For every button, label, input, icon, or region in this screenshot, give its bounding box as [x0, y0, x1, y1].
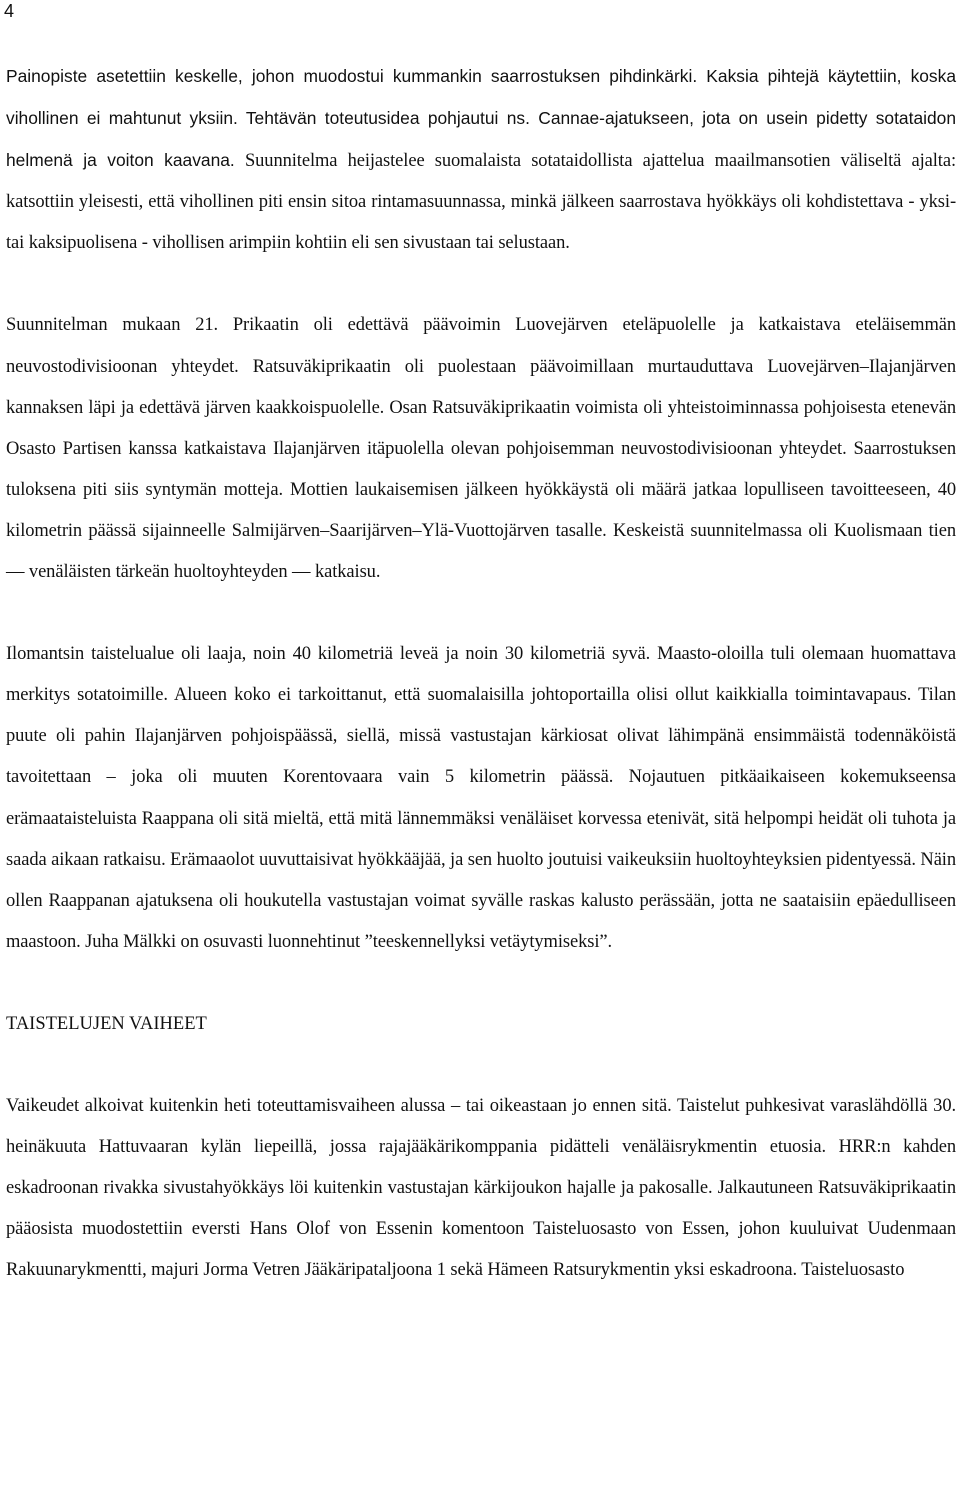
paragraph-gap: [6, 593, 956, 634]
paragraph-gap: [6, 963, 956, 1004]
paragraph-gap: [6, 264, 956, 305]
paragraph-plan-overview-serif-segment: Suunnitelma heijastelee suomalaista sotataidollista ajattelua maailmansotien väliseltä ajalta: katsottiin yleisesti, että vihollinen piti ensin sitoa rintamasuunnassa, minkä jälkeen saarrostava hyökkäys oli kohdistettava - yksi- tai kaksipuolisena - vihollisen arimpiin kohtiin eli sen sivustaan tai selustaan.: [6, 151, 956, 254]
paragraph-battle-phases: Vaikeudet alkoivat kuitenkin heti toteuttamisvaiheen alussa – tai oikeastaan jo ennen sitä. Taistelut puhkesivat varaslähdöllä 30. heinäkuuta Hattuvaaran kylän liepeillä, jossa rajajääkärikomppania pidätteli venäläisrykmentin etuosia. HRR:n kahden eskadroonan rivakka sivustahyökkäys löi kuitenkin vastustajan kärkijoukon hajalle ja pakosalle. Jalkautuneen Ratsuväkiprikaatin pääosista muodostettiin eversti Hans Olof von Essenin komentoon Taisteluosasto von Essen, johon kuuluivat Uudenmaan Rakuunarykmentti, majuri Jorma Vetren Jääkäripataljoona 1 sekä Hämeen Ratsurykmentin yksi eskadroona. Taisteluosasto: [6, 1095, 956, 1281]
page-number: 4: [4, 1, 15, 21]
paragraph-battle-area: Ilomantsin taistelualue oli laaja, noin 40 kilometriä leveä ja noin 30 kilometriä syvä. Maasto-oloilla tuli olemaan huomattava merkitys sotatoimille. Alueen koko ei tarkoittanut, että suomalaisilla johtoportailla olisi ollut kaikkialla toimintavapaus. Tilan puute oli pahin Ilajanjärven pohjoispäässä, siellä, missä vastustajan kärkiosat olivat lähimpänä ensimmäistä todennäköistä tavoitettaan – joka oli muuten Korentovaara vain 5 kilometrin päässä. Nojautuen pitkäaikaiseen kokemukseensa erämaataisteluista Raappana oli sitä mieltä, että mitä lännemmäksi venäläiset korvessa etenivät, sitä helpompi heidät oli tuhota ja saada aikaan ratkaisu. Erämaaolot uuvuttaisivat hyökkääjää, ja sen huolto joutuisi vaikeuksiin huoltoyhteyksien pidentyessä. Näin ollen Raappanan ajatuksena oli houkutella vastustajan voimat syvälle raskas kalusto perässään, jotta ne saataisiin epäedulliseen maastoon. Juha Mälkki on osuvasti luonnehtinut ”teeskennellyksi vetäytymiseksi”.: [6, 644, 956, 952]
document-body: [6, 56, 956, 1291]
paragraph-plan-overview-sans-segment: Painopiste asetettiin keskelle, johon muodostui kummankin saarrostuksen pihdinkärki. Kaksia pihtejä käytettiin, koska vihollinen ei mahtunut yksiin. Tehtävän toteutusidea pohjautui ns. Cannae-ajatukseen, jota on usein pidetty sotataidon helmenä ja voiton kaavana.: [6, 66, 956, 171]
paragraph-gap: [6, 1045, 956, 1086]
paragraph-plan-overview: [6, 56, 956, 264]
section-heading: TAISTELUJEN VAIHEET: [6, 1013, 207, 1034]
paragraph-plan-details: Suunnitelman mukaan 21. Prikaatin oli edettävä päävoimin Luovejärven eteläpuolelle ja katkaistava eteläisemmän neuvostodivisioonan yhteydet. Ratsuväkiprikaatin oli puolestaan päävoimillaan murtauduttava Luovejärven–Ilajanjärven kannaksen läpi ja edettävä järven kaakkoispuolelle. Osan Ratsuväkiprikaatin voimista oli yhteistoiminnassa pohjoisesta etenevän Osasto Partisen kanssa katkaistava Ilajanjärven itäpuolella olevan pohjoisemman neuvostodivisioonan yhteydet. Saarrostuksen tuloksena piti siis syntymän motteja. Mottien laukaisemisen jälkeen hyökkäystä oli määrä jatkaa lopulliseen tavoitteeseen, 40 kilometrin päässä sijainneelle Salmijärven–Saarijärven–Ylä-Vuottojärven tasalle. Keskeistä suunnitelmassa oli Kuolismaan tien — venäläisten tärkeän huoltoyhteyden — katkaisu.: [6, 315, 956, 583]
